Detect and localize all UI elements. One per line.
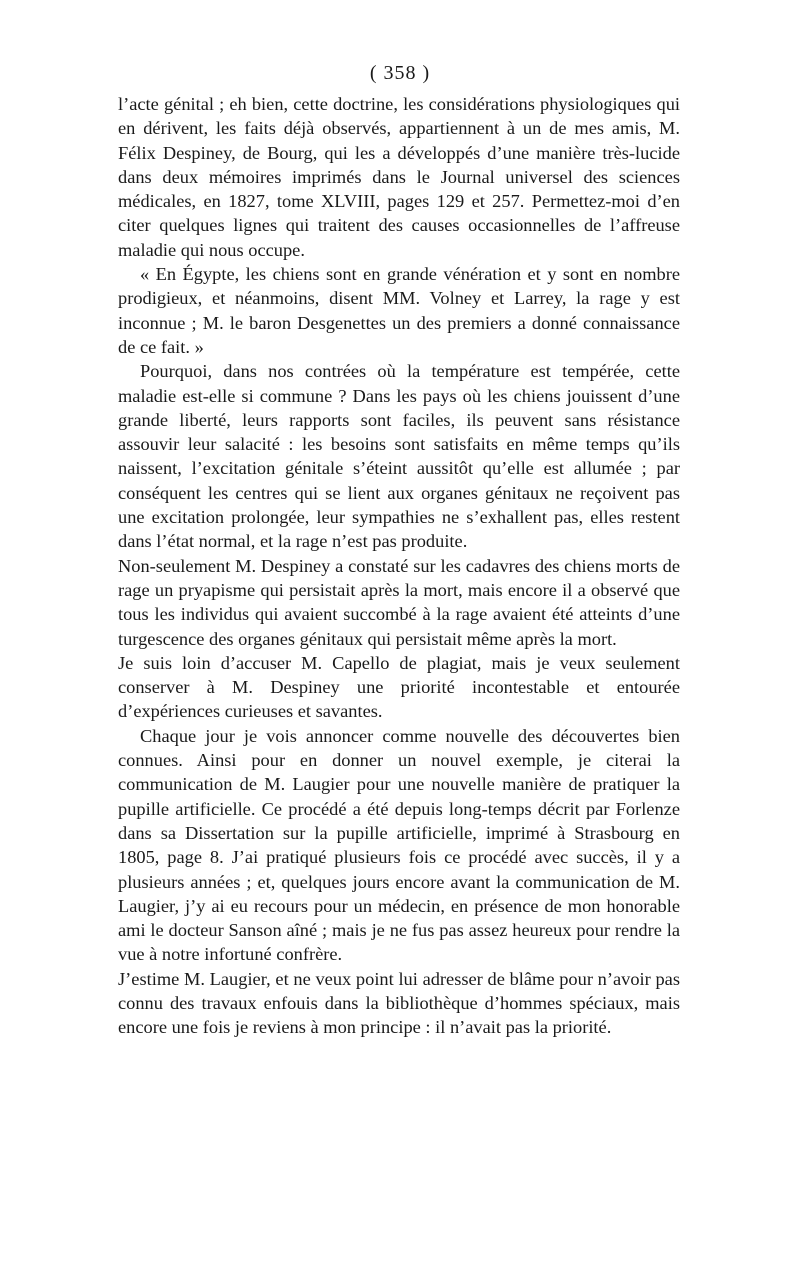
paragraph-quote-egypt: « En Égypte, les chiens sont en grande vénération et y sont en nombre prodigieux, et néanmoins, disent MM. Volney et Larrey, la rage y est inconnue ; M. le baron Desgenettes un des premiers a donné connaissance de ce fait. »	[118, 264, 680, 357]
paragraph-non-seulement: Non-seulement M. Despiney a constaté sur les cadavres des chiens morts de rage un pryapisme qui persistait après la mort, mais encore il a observé que tous les individus qui avaient succombé à la rage avaient été atteints d’une turgescence des organes génitaux qui persistait même après la mort.	[118, 555, 680, 649]
paragraph-chaque-jour: Chaque jour je vois annoncer comme nouvelle des découvertes bien connues. Ainsi pour en donner un nouvel exemple, je citerai la communication de M. Laugier pour une nouvelle manière de pratiquer la pupille artificielle. Ce procédé a été depuis long-temps décrit par Forlenze dans sa Dissertation sur la pupille artificielle, imprimé à Strasbourg en 1805, page 8. J’ai pratiqué plusieurs fois ce procédé avec succès, il y a plusieurs années ; et, quelques jours encore avant la communication de M. Laugier, j’y ai eu recours pour un médecin, en présence de mon honorable ami le docteur Sanson aîné ; mais je ne fus pas assez heureux pour rendre la vue à notre infortuné confrère.	[118, 725, 680, 965]
paragraph-j-estime: J’estime M. Laugier, et ne veux point lui adresser de blâme pour n’avoir pas connu des travaux enfouis dans la bibliothèque d’hommes spéciaux, mais encore une fois je reviens à mon principe : il n’avait pas la priorité.	[118, 968, 680, 1038]
paragraph-pourquoi: Pourquoi, dans nos contrées où la température est tempérée, cette maladie est-elle si commune ? Dans les pays où les chiens jouissent d’une grande liberté, leurs rapports sont faciles, ils peuvent sans résistance assouvir leur salacité : les besoins sont satisfaits en même temps qu’ils naissent, l’excitation génitale s’éteint aussitôt qu’elle est allumée ; par conséquent les centres qui se lient aux organes génitaux ne reçoivent pas une excitation prolongée, leur sympathies ne s’exhallent pas, elles restent dans l’état normal, et la rage n’est pas produite.	[118, 361, 680, 552]
page-number: ( 358 )	[369, 62, 431, 84]
paragraph-continuation: l’acte génital ; eh bien, cette doctrine, les considérations physiologiques qui en dérivent, les faits déjà observés, appartiennent à un de mes amis, M. Félix Despiney, de Bourg, qui les a développés d’une manière très-lucide dans deux mémoires imprimés dans le Journal universel des sciences médicales, en 1827, tome XLVIII, pages 129 et 257. Permettez-moi d’en citer quelques lignes qui traitent des causes occasionnelles de l’affreuse maladie qui nous occupe.	[118, 94, 680, 260]
body-text	[118, 92, 680, 1040]
paragraph-je-suis-loin: Je suis loin d’accuser M. Capello de plagiat, mais je veux seulement conserver à M. Despiney une priorité incontestable et entourée d’expériences curieuses et savantes.	[118, 652, 680, 722]
